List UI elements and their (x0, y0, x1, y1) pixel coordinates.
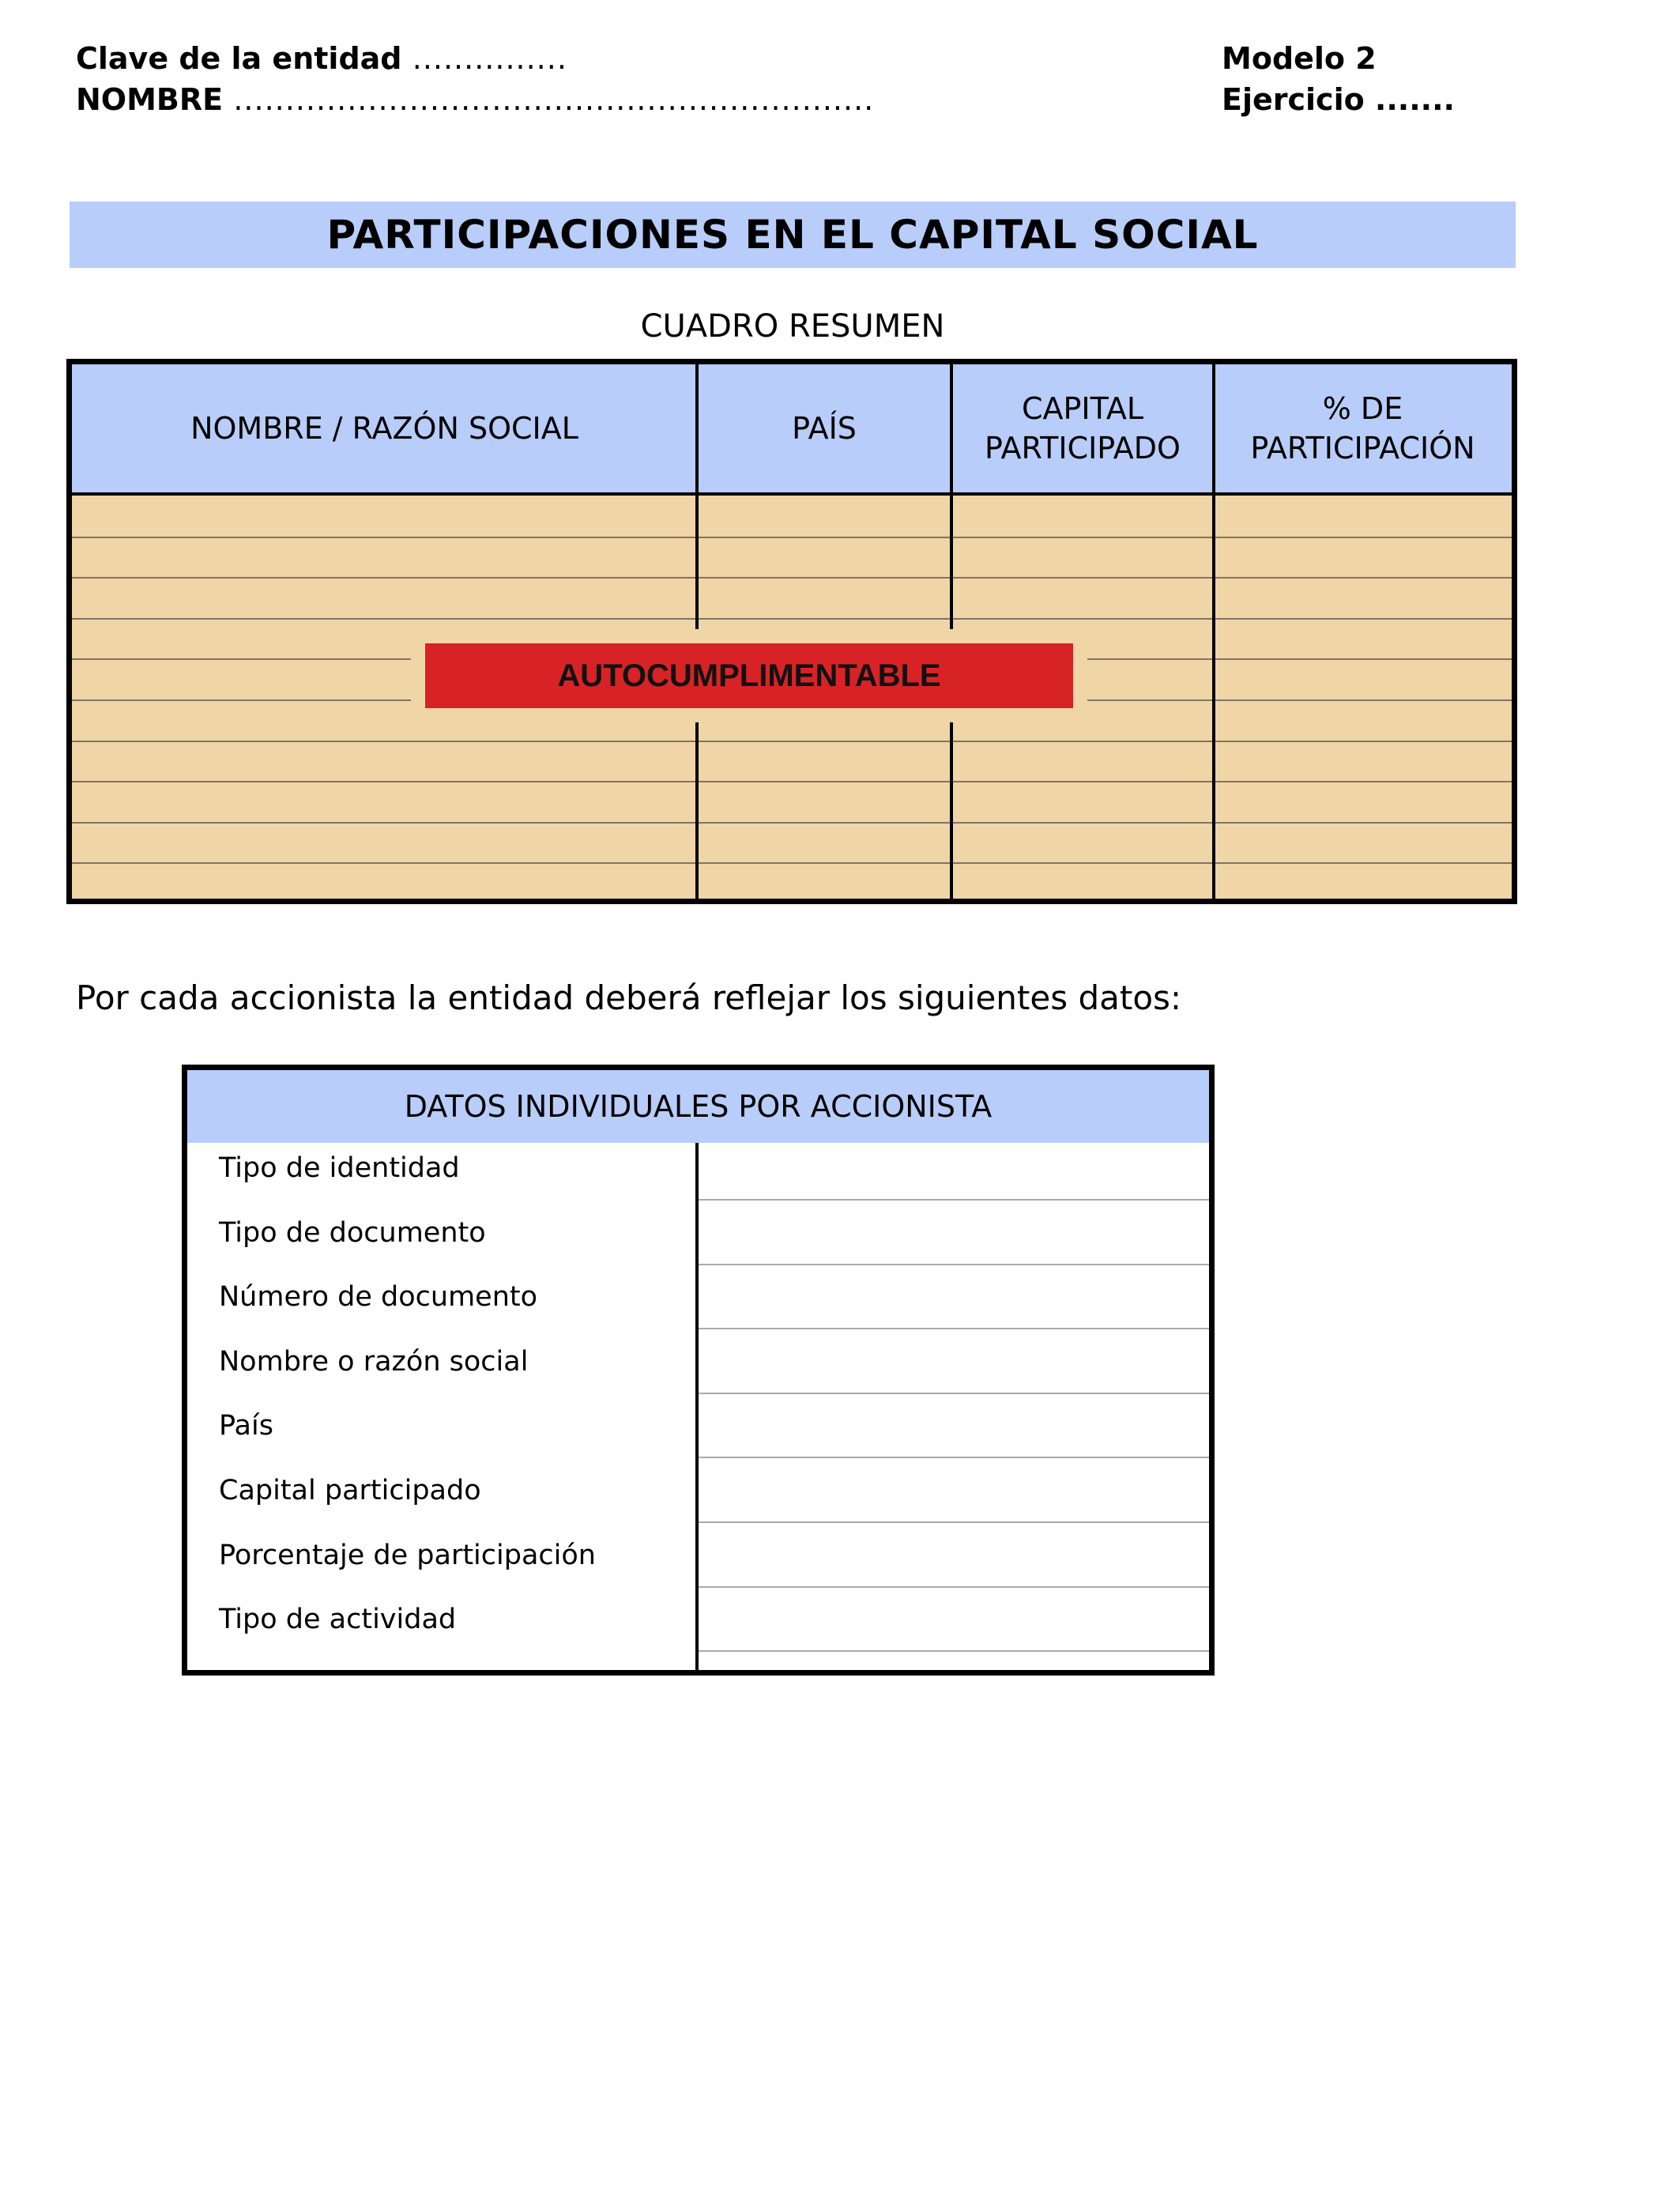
column-divider (695, 1143, 699, 1670)
table-row-rule (72, 618, 1512, 620)
field-label: País (219, 1410, 273, 1442)
field-answer-line (699, 1264, 1209, 1265)
field-answer-line (699, 1199, 1209, 1201)
column-divider (695, 364, 699, 899)
column-header-name (72, 364, 697, 492)
field-answer-line (699, 1328, 1209, 1329)
column-header-name-line1: NOMBRE / RAZÓN SOCIAL (190, 411, 578, 446)
field-label: Nombre o razón social (219, 1345, 529, 1378)
field-answer-line (699, 1521, 1209, 1523)
name-line (76, 79, 874, 120)
instructions-text: Por cada accionista la entidad deberá reflejar los siguientes datos: (76, 978, 1182, 1017)
name-label: NOMBRE (76, 82, 224, 117)
entity-key-label: Clave de la entidad (76, 41, 402, 76)
table-row-rule (72, 577, 1512, 579)
summary-table (66, 359, 1517, 904)
name-blank: .............................................................. (233, 82, 875, 117)
header-right (1222, 38, 1455, 120)
column-header-capital (951, 364, 1214, 492)
column-header-capital-line2: PARTICIPADO (985, 431, 1181, 466)
column-divider (950, 364, 953, 899)
column-header-percentage-line2: PARTICIPACIÓN (1250, 431, 1475, 466)
summary-caption: CUADRO RESUMEN (640, 308, 945, 345)
table-row-rule (72, 862, 1512, 864)
autofill-stamp: AUTOCUMPLIMENTABLE (425, 643, 1073, 708)
year-label: Ejercicio ....... (1222, 82, 1455, 117)
field-answer-line (699, 1457, 1209, 1458)
individual-data-table (182, 1065, 1215, 1676)
field-label: Porcentaje de participación (219, 1539, 596, 1571)
field-answer-line (699, 1393, 1209, 1394)
column-header-percentage-line1: % DE (1322, 391, 1403, 426)
summary-table-header (72, 364, 1512, 496)
table-row-rule (72, 781, 1512, 782)
column-header-percentage (1214, 364, 1512, 492)
page-title: PARTICIPACIONES EN EL CAPITAL SOCIAL (70, 202, 1516, 268)
column-divider (1212, 364, 1215, 899)
column-header-capital-line1: CAPITAL (1021, 391, 1144, 426)
field-label: Tipo de documento (219, 1216, 486, 1249)
column-header-country (697, 364, 951, 492)
table-row-rule (72, 741, 1512, 742)
field-label: Número de documento (219, 1281, 538, 1314)
field-label: Tipo de identidad (219, 1152, 460, 1184)
field-label: Capital participado (219, 1475, 481, 1506)
model-label: Modelo 2 (1222, 41, 1377, 76)
entity-key-line (76, 38, 874, 79)
entity-key-blank: ............... (412, 41, 567, 76)
field-answer-line (699, 1586, 1209, 1588)
table-row-rule (72, 537, 1512, 538)
column-header-country-line1: PAÍS (792, 411, 857, 446)
individual-data-heading: DATOS INDIVIDUALES POR ACCIONISTA (187, 1070, 1209, 1143)
header-left (76, 38, 874, 120)
table-row-rule (72, 822, 1512, 824)
field-answer-line (699, 1650, 1209, 1652)
field-label: Tipo de actividad (219, 1604, 457, 1636)
